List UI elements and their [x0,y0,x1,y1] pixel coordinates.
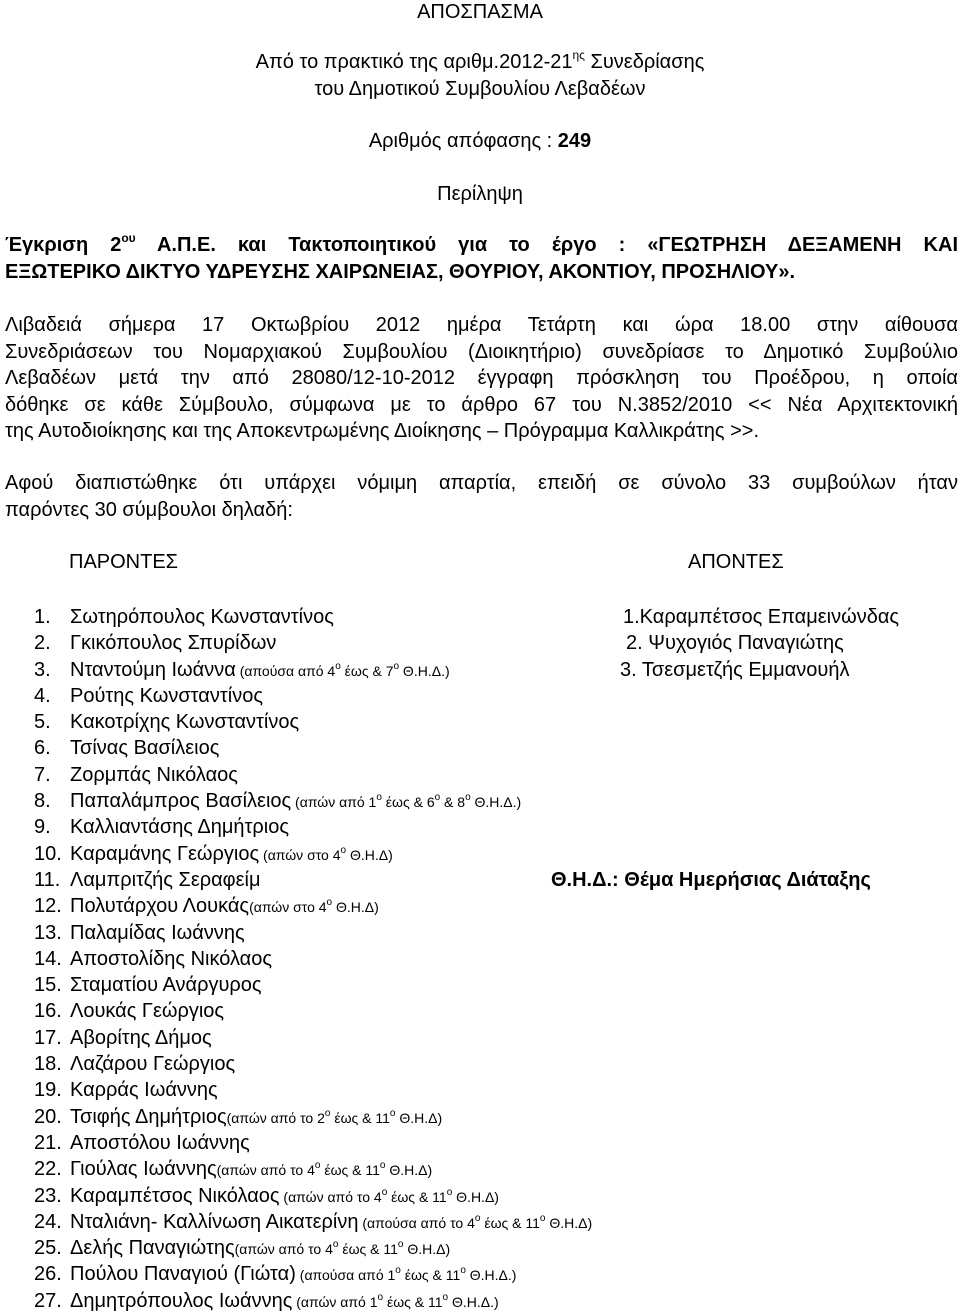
absence-note-text: (απούσα από το 4 [358,1214,475,1231]
member-name [70,657,450,684]
member-number: 17. [34,1026,62,1049]
subject-line [5,232,958,259]
absence-note-text: (απούσα από 1 [295,1267,396,1284]
document-title: ΑΠΟΣΠΑΣΜΑ [417,1,543,23]
member-number: 6. [34,737,51,760]
absence-note-sup: ο [465,792,471,804]
meeting-line: Συνεδριάσεων του Νομαρχιακού Συμβουλίου (Διοικητήριο) συνεδρίασε το Δημοτικό Συμβούλιο [5,340,958,363]
member-number: 25. [34,1237,62,1260]
absence-note-text: (απών στο 4 [259,846,341,863]
member-number: 5. [34,711,51,734]
absence-note-sup: ο [381,1186,388,1198]
absence-note-text: Θ.Η.Δ.) [470,794,522,811]
member-name [70,709,299,735]
member-name-text: Παλαμίδας Ιωάννης [70,921,245,944]
absence-note [358,1212,593,1231]
member-name [70,867,261,893]
member-number: 7. [34,763,51,786]
absence-note-sup: ο [393,660,400,672]
member-name-text: Τσιφής Δημήτριος [70,1105,227,1128]
absence-note [279,1186,499,1205]
member-name-text: Πούλου Παναγιού (Γιώτα) [70,1263,296,1286]
absence-note-text: Θ.Η.Δ) [395,1109,443,1126]
absence-note-sup: ο [376,792,382,804]
meeting-line: της Αυτοδιοίκησης και της Αποκεντρωμένης Διοίκησης – Πρόγραμμα Καλλικράτης >>. [5,420,759,442]
absence-note-sup: ο [446,1186,453,1198]
member-name-text: Λαζάρου Γεώργιος [70,1053,236,1076]
quorum-line: παρόντες 30 σύμβουλοι δηλαδή: [5,498,293,521]
absence-note [226,1107,443,1126]
member-number: 1. [34,606,51,628]
meeting-line: δόθηκε σε κάθε Σύμβουλο, σύμφωνα με το άρθρο 67 του Ν.3852/2010 << Νέα Αρχιτεκτονική [5,393,958,416]
absence-note-text: (απών από το 4 [234,1241,333,1258]
absence-note-sup: ο [474,1212,481,1224]
absent-heading: ΑΠΟΝΤΕΣ [688,551,784,573]
member-number: 3. [34,658,51,681]
subject-paragraph [5,232,958,285]
absence-note-text: έως & 11 [320,1162,380,1179]
absence-note-sup: ο [397,1239,404,1251]
member-name-text: Πολυτάρχου Λουκάς [70,895,250,918]
absence-note-text: & 8 [440,794,466,811]
member-name [70,814,289,840]
member-number: 27. [34,1289,62,1312]
absent-member: 3. Τσεσμετζής Εμμανουήλ [620,659,850,681]
member-name-text: Γκικόπουλος Σπυρίδων [70,632,277,655]
absence-note [235,1241,451,1257]
member-name [70,1261,516,1288]
subject-line-text: Έγκριση 2 [5,234,122,256]
member-name [70,735,219,761]
absence-note-text: έως & 11 [480,1214,540,1231]
absence-note-text: έως & 11 [338,1241,398,1258]
minutes-reference-text: Από το πρακτικό της αριθμ.2012-21 [255,51,573,73]
meeting-line: Λεβαδέων μετά την από 28080/12-10-2012 έγγραφη πρόσκληση του Προέδρου, η οποία [5,367,958,389]
subject-line-text-end: Α.Π.Ε. και Τακτοποιητικού για το έργο : «ΓΕΩΤΡΗΣΗ ΔΕΞΑΜΕΝΗ ΚΑΙ [135,234,958,256]
decision-number [0,129,960,153]
absence-note [259,844,393,863]
absence-note-sup: ο [539,1212,546,1224]
absence-note-text: έως & 11 [400,1267,461,1284]
member-number: 4. [34,684,51,707]
member-name-text: Αβορίτης Δήμος [70,1026,212,1049]
member-name-text: Καραμάνης Γεώργιος [70,842,260,865]
member-name-text: Νταλιάνη- Καλλίνωση Αικατερίνη [70,1210,359,1233]
member-name [70,1288,499,1315]
minutes-reference-sup: ης [572,48,585,62]
member-number: 11. [34,868,61,891]
member-name-text: Ζορμπάς Νικόλαος [70,763,238,786]
member-name [70,604,334,630]
absence-note-sup: ο [442,1291,449,1303]
absence-note [249,899,379,915]
member-name [70,1156,432,1183]
absent-member: 1.Καραμπέτσος Επαμεινώνδας [623,606,900,628]
member-name [70,1130,250,1156]
absence-note-sup: ο [326,897,333,909]
member-name [70,841,393,868]
decision-value: 249 [557,130,592,152]
absence-note-text: Θ.Η.Δ) [385,1162,433,1179]
member-number: 15. [34,974,62,997]
member-name [70,683,263,709]
absence-note-text: έως & 11 [330,1109,390,1126]
member-name-text: Κακοτρίχης Κωνσταντίνος [70,711,300,734]
member-name-text: Λουκάς Γεώργιος [70,1000,225,1023]
absence-note-sup: ο [395,1265,401,1277]
absence-note-text: έως & 7 [340,662,394,679]
absence-note-text: Θ.Η.Δ) [545,1214,593,1231]
absence-note-sup: ο [335,660,341,672]
absence-note-text: (απών από το 4 [216,1162,315,1179]
member-name-text: Δημητρόπουλος Ιωάννης [70,1289,293,1312]
member-name-text: Παπαλάμπρος Βασίλειος [70,790,292,813]
member-name [70,630,276,656]
member-number: 23. [34,1184,62,1207]
member-name-text: Σωτηρόπουλος Κωνσταντίνος [70,606,334,628]
member-name-text: Δελής Παναγιώτης [70,1237,235,1260]
absence-note-sup: ο [314,1160,321,1172]
meeting-line: Λιβαδειά σήμερα 17 Οκτωβρίου 2012 ημέρα Τετάρτη και ώρα 18.00 στην αίθουσα [5,314,958,336]
member-number: 16. [34,1000,62,1023]
absence-note [235,660,450,679]
member-name [70,1183,499,1210]
member-name-text: Αποστόλου Ιωάννης [70,1131,250,1154]
decision-label: Αριθμός απόφασης : [368,130,558,152]
member-name [70,1077,218,1103]
absence-note-text: έως & 11 [383,1293,443,1310]
member-number: 14. [34,947,62,970]
member-name-text: Νταντούμη Ιωάννα [70,658,236,681]
member-number: 26. [34,1263,62,1286]
absence-note-text: Θ.Η.Δ) [403,1241,451,1258]
member-number: 9. [34,816,51,839]
subject-line-sup: ου [121,231,136,245]
quorum-line: Αφού διαπιστώθηκε ότι υπάρχει νόμιμη απαρτία, επειδή σε σύνολο 33 συμβούλων ήταν [5,472,958,494]
minutes-reference-text-end: Συνεδρίασης [584,51,705,73]
absence-note-sup: ο [389,1107,396,1119]
council-name: του Δημοτικού Συμβουλίου Λεβαδέων [314,78,646,100]
member-name [70,1051,235,1077]
absence-note-text: Θ.Η.Δ.) [465,1267,517,1284]
subject-line: ΕΞΩΤΕΡΙΚΟ ΔΙΚΤΥΟ ΥΔΡΕΥΣΗΣ ΧΑΙΡΩΝΕΙΑΣ, ΘΟΥΡΙΟΥ, ΑΚΟΝΤΙΟΥ, ΠΡΟΣΗΛΙΟΥ». [5,260,796,283]
agenda-topic-legend: Θ.Η.Δ.: Θέμα Ημερήσιας Διάταξης [551,869,871,891]
member-name-text: Αποστολίδης Νικόλαος [70,947,272,970]
member-name [70,762,238,788]
member-name [70,946,272,972]
member-name-text: Γιούλας Ιωάννης [70,1158,217,1181]
absence-note-text: Θ.Η.Δ) [346,846,393,863]
absence-note-text: (απών από το 4 [279,1188,382,1205]
member-name-text: Καραμπέτσος Νικόλαος [70,1184,280,1207]
absence-note-text: έως & 6 [381,794,435,811]
member-name [70,998,224,1024]
member-number: 10. [34,842,62,865]
member-name [70,972,262,998]
absence-note [217,1162,433,1178]
quorum-paragraph [5,470,958,523]
absence-note-text: (απών από το 2 [226,1109,325,1126]
absence-note-text: Θ.Η.Δ.) [448,1293,499,1310]
member-number: 2. [34,632,51,655]
member-name-text: Σταματίου Ανάργυρος [70,974,262,997]
member-name-text: Καλλιαντάσης Δημήτριος [70,816,290,839]
member-number: 20. [34,1105,62,1128]
absence-note-sup: ο [460,1265,466,1277]
member-name [70,1235,450,1262]
member-number: 18. [34,1053,62,1076]
absence-note-text: (απούσα από 4 [235,662,336,679]
absence-note-text: Θ.Η.Δ.) [399,662,450,679]
absence-note-sup: ο [434,792,441,804]
summary-label: Περίληψη [437,183,523,205]
member-number: 21. [34,1131,62,1154]
absence-note [292,1291,499,1310]
absent-member: 2. Ψυχογιός Παναγιώτης [626,632,844,654]
member-number: 22. [34,1158,62,1181]
present-heading: ΠΑΡΟΝΤΕΣ [69,551,179,573]
member-name [70,1209,592,1236]
absence-note-text: (απών από 1 [292,1293,378,1310]
absence-note-sup: ο [332,1239,339,1251]
member-number: 19. [34,1079,62,1102]
member-name [70,788,521,815]
member-name [70,893,379,920]
member-name [70,920,245,946]
meeting-paragraph [5,312,958,445]
absence-note [291,794,521,810]
member-name-text: Καρράς Ιωάννης [70,1079,218,1102]
member-name [70,1025,212,1051]
member-number: 24. [34,1210,62,1233]
member-number: 8. [34,790,51,813]
absence-note-sup: ο [379,1160,386,1172]
absence-note-sup: ο [324,1107,331,1119]
absence-note [296,1267,517,1283]
member-name-text: Ρούτης Κωνσταντίνος [70,684,263,707]
absence-note-sup: ο [340,844,347,856]
absence-note-text: έως & 11 [387,1188,447,1205]
absence-note-text: (απών από 1 [291,794,377,811]
absence-note-text: Θ.Η.Δ) [452,1188,499,1205]
member-number: 12. [34,895,62,918]
member-name-text: Λαμπριτζής Σεραφείμ [70,868,261,891]
absence-note-text: Θ.Η.Δ) [332,899,379,916]
absence-note-sup: ο [377,1291,384,1303]
member-number: 13. [34,921,62,944]
minutes-reference [0,50,960,74]
member-name [70,1104,442,1131]
member-name-text: Τσίνας Βασίλειος [70,737,220,760]
absence-note-text: (απών στο 4 [249,899,327,916]
